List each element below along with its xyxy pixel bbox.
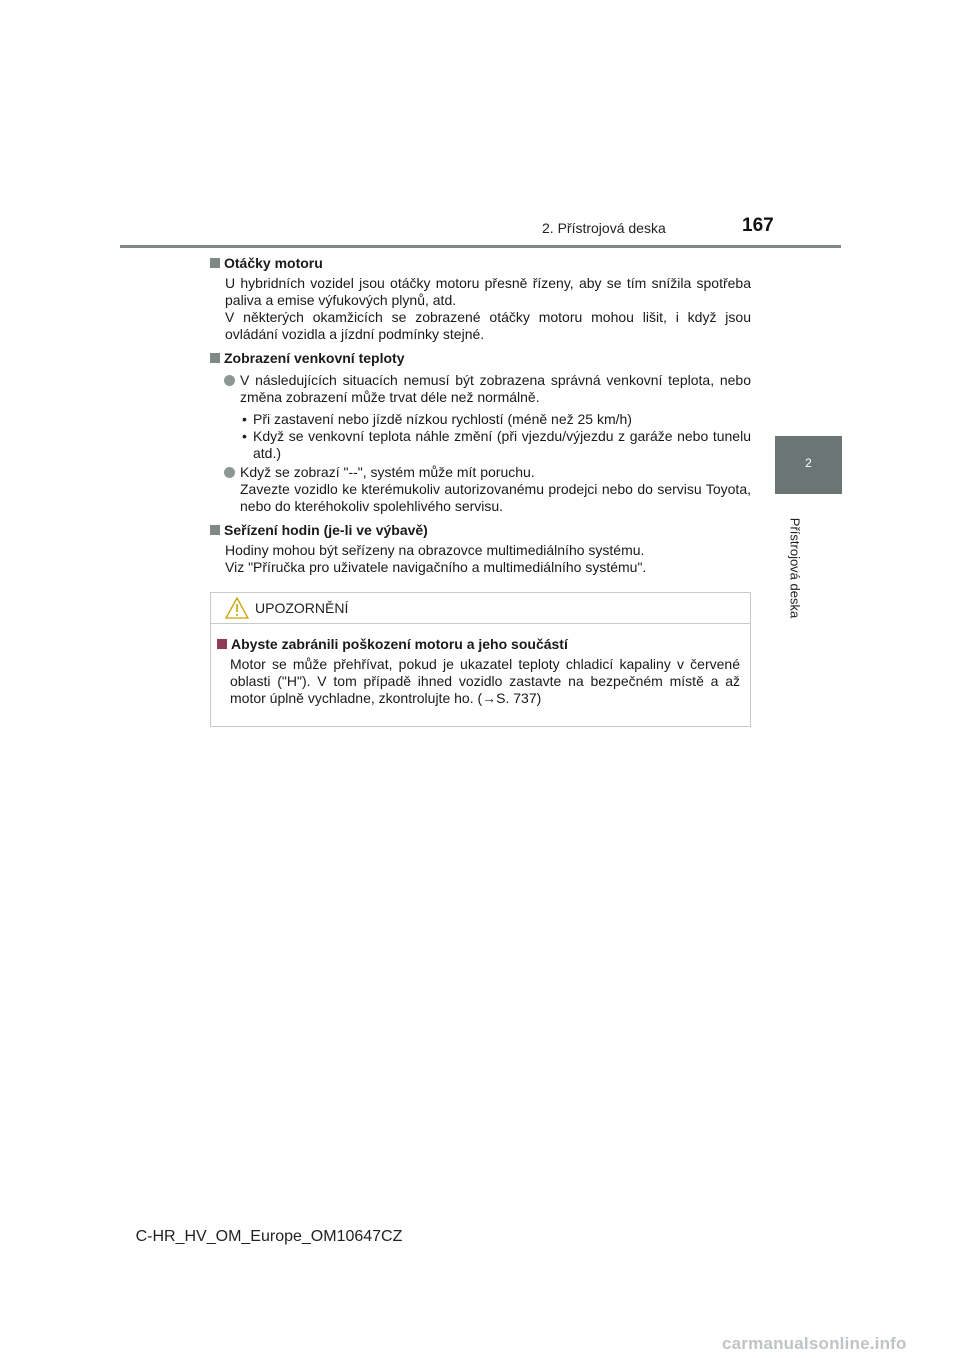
round-bullet-icon	[224, 375, 235, 386]
square-bullet-icon	[217, 639, 227, 649]
main-content	[210, 255, 751, 576]
chapter-tab-number: 2	[805, 456, 812, 470]
sub-list	[210, 411, 751, 462]
paragraph: V některých okamžicích se zobrazené otáčky motoru mohou lišit, i když jsou ovládání vozidla a jízdní podmínky stejné.	[225, 309, 751, 342]
warning-triangle-icon	[225, 596, 249, 620]
bullet-item: Když se zobrazí "--", systém může mít poruchu. Zavezte vozidlo ke kterémukoliv autorizovanému prodejci nebo do servisu Toyota, nebo do kteréhokoliv spolehlivého servisu.	[210, 464, 751, 515]
square-bullet-icon	[210, 258, 220, 268]
paragraph: U hybridních vozidel jsou otáčky motoru přesně řízeny, aby se tím snížila spotřeba paliva a emise výfukových plynů, atd.	[225, 275, 751, 308]
chapter-side-label	[777, 503, 813, 633]
paragraph: Hodiny mohou být seřízeny na obrazovce multimediálního systému.	[225, 542, 645, 558]
sub-bullet-mark: •	[242, 428, 247, 444]
watermark: carmanualsonline.info	[722, 1334, 907, 1353]
sub-list-item: • Když se venkovní teplota náhle změní (při vjezdu/výjezdu z garáže nebo tunelu atd.)	[242, 428, 751, 461]
caution-header	[211, 593, 750, 624]
sub-list-item: • Při zastavení nebo jízdě nízkou rychlostí (méně než 25 km/h)	[242, 411, 632, 427]
paragraph: Viz "Příručka pro uživatele navigačního a multimediálního systému".	[225, 559, 647, 575]
sub-bullet-mark: •	[242, 411, 247, 427]
page-number: 167	[742, 215, 774, 236]
section-heading-outside-temp: Zobrazení venkovní teploty	[210, 350, 751, 367]
section-heading-engine-speed: Otáčky motoru	[210, 255, 751, 272]
caution-text: Motor se může přehřívat, pokud je ukazatel teploty chladicí kapaliny v červené oblasti ("H"). V tom případě ihned vozidlo zastavte na bezpečném místě a až motor úplně vychladne, zkontrolujte ho. (→S. 737)	[230, 656, 740, 706]
bullet-item: V následujících situacích nemusí být zobrazena správná venkovní teplota, nebo změna zobrazení může trvat déle než normálně.	[210, 372, 751, 406]
caution-label: UPOZORNĚNÍ	[255, 600, 349, 616]
round-bullet-icon	[224, 467, 235, 478]
square-bullet-icon	[210, 525, 220, 535]
chapter-side-label-text: Přístrojová deska	[787, 517, 803, 619]
header-rule	[120, 245, 841, 248]
header-section-title: 2. Přístrojová deska	[542, 220, 666, 236]
caution-heading: Abyste zabránili poškození motoru a jeho součástí	[211, 636, 751, 652]
chapter-tab	[775, 436, 842, 494]
footer	[0, 1228, 960, 1246]
section-heading-clock: Seřízení hodin (je-li ve výbavě)	[210, 522, 751, 539]
caution-box	[210, 592, 751, 727]
document-code: C-HR_HV_OM_Europe_OM10647CZ	[135, 1228, 403, 1245]
square-bullet-icon	[210, 353, 220, 363]
